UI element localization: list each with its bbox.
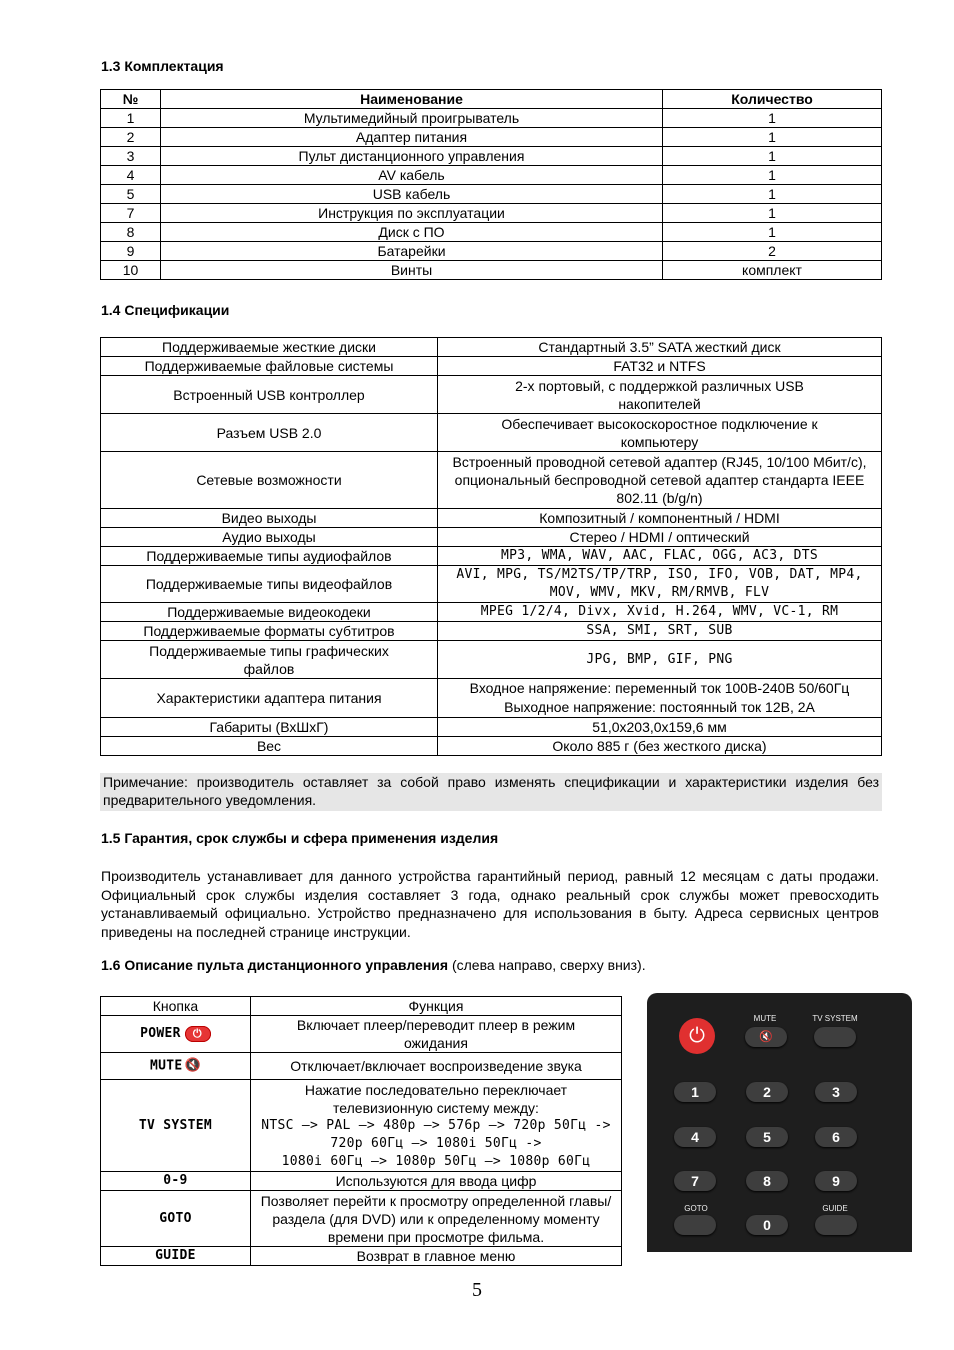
remote-digit: 7 (674, 1171, 716, 1191)
tv-system-line: 720p 60Гц –> 1080i 50Гц -> (330, 1135, 542, 1151)
spec-value: 51,0x203,0x159,6 мм (438, 718, 882, 737)
spec-name: Аудио выходы (101, 528, 438, 547)
table-row (101, 166, 882, 185)
cell: 10 (101, 261, 161, 280)
table-row (101, 223, 882, 242)
remote-digit: 1 (674, 1082, 716, 1102)
remote-digit: 8 (746, 1171, 788, 1191)
cell: Инструкция по эксплуатации (161, 204, 663, 223)
remote-label-guide: GUIDE (822, 1204, 848, 1213)
table-row (101, 679, 882, 718)
table-row (101, 1247, 622, 1266)
remote-digit: 4 (674, 1127, 716, 1147)
kit-table (100, 89, 882, 280)
table-row (101, 338, 882, 357)
spec-name: Вес (101, 737, 438, 756)
remote-digit: 0 (746, 1215, 788, 1235)
cell: 1 (663, 166, 882, 185)
col-header: Наименование (161, 90, 663, 109)
spec-name: Поддерживаемые файловые системы (101, 357, 438, 376)
note: Примечание: производитель оставляет за собой право изменять спецификации и характеристики изделия без предварительного уведомления. (100, 773, 882, 811)
table-header (101, 997, 622, 1016)
spec-value: 2-х портовый, с поддержкой различных USB накопителей (438, 376, 882, 414)
spec-value: Встроенный проводной сетевой адаптер (RJ45, 10/100 Мбит/с), опциональный беспроводной сетевой адаптер стандарта IEEE 802.11 (b/g/n) (438, 452, 882, 509)
cell: Адаптер питания (161, 128, 663, 147)
table-row (101, 509, 882, 528)
table-row (101, 261, 882, 280)
spec-name: Поддерживаемые жесткие диски (101, 338, 438, 357)
cell: 1 (663, 204, 882, 223)
remote-guide-button (815, 1215, 857, 1235)
cell: AV кабель (161, 166, 663, 185)
spec-value: Входное напряжение: переменный ток 100В-240В 50/60Гц Выходное напряжение: постоянный ток 12В, 2А (438, 679, 882, 718)
col-header: Кнопка (101, 997, 251, 1016)
table-row (101, 452, 882, 509)
spec-value: Около 885 г (без жесткого диска) (438, 737, 882, 756)
cell: Батарейки (161, 242, 663, 261)
remote-digit: 2 (746, 1082, 788, 1102)
cell: комплект (663, 261, 882, 280)
cell: 1 (101, 109, 161, 128)
cell: 4 (101, 166, 161, 185)
remote-image (647, 993, 912, 1252)
table-row (101, 357, 882, 376)
table-row (101, 1053, 622, 1080)
button-name: TV SYSTEM (101, 1080, 251, 1172)
section-15-title: 1.5 Гарантия, срок службы и сфера применения изделия (101, 830, 499, 846)
table-row (101, 528, 882, 547)
cell: 8 (101, 223, 161, 242)
table-row (101, 622, 882, 641)
button-function: Позволяет перейти к просмотру определенной главы/раздела (для DVD) или к определенному моменту времени при просмотре фильма. (251, 1191, 622, 1247)
table-row (101, 603, 882, 622)
tv-system-desc: Нажатие последовательно переключает телевизионную систему между: (304, 1081, 568, 1116)
spec-name: Поддерживаемые типы видеофайлов (101, 566, 438, 603)
spec-name: Встроенный USB контроллер (101, 376, 438, 414)
cell: Пульт дистанционного управления (161, 147, 663, 166)
table-header (101, 90, 882, 109)
button-name: GUIDE (101, 1247, 251, 1266)
section-16-title (101, 957, 646, 973)
cell: 5 (101, 185, 161, 204)
spec-value: MPEG 1/2/4, Divx, Xvid, H.264, WMV, VC-1, RM (438, 603, 882, 622)
table-row (101, 1080, 622, 1172)
cell: USB кабель (161, 185, 663, 204)
table-row (101, 128, 882, 147)
spec-value: Обеспечивает высокоскоростное подключение к компьютеру (438, 414, 882, 452)
spec-name: Характеристики адаптера питания (101, 679, 438, 718)
section-14-title: 1.4 Спецификации (101, 302, 230, 318)
cell: 1 (663, 128, 882, 147)
spec-table (100, 337, 882, 756)
button-name (101, 1016, 251, 1053)
button-function: Используются для ввода цифр (251, 1172, 622, 1191)
remote-digit: 3 (815, 1082, 857, 1102)
cell: 9 (101, 242, 161, 261)
table-row (101, 109, 882, 128)
remote-power-icon: ⏻ (679, 1018, 715, 1054)
cell: Диск с ПО (161, 223, 663, 242)
warranty-text: Производитель устанавливает для данного устройства гарантийный период, равный 12 месяцам с даты продажи. Официальный срок службы изделия составляет 3 года, однако реальный срок службы может превосходить устанавливаемый официально. Устройство предназначено для использования в быту. Адреса сервисных центров приведены на последней странице инструкции. (101, 868, 879, 940)
cell: 7 (101, 204, 161, 223)
spec-name: Видео выходы (101, 509, 438, 528)
mute-icon: 🔇 (184, 1057, 201, 1073)
spec-value: AVI, MPG, TS/M2TS/TP/TRP, ISO, IFO, VOB, DAT, MP4, MOV, WMV, MKV, RM/RMVB, FLV (438, 566, 882, 603)
spec-value: Стандартный 3.5” SATA жесткий диск (438, 338, 882, 357)
spec-value: MP3, WMA, WAV, AAC, FLAC, OGG, AC3, DTS (438, 547, 882, 566)
section-16-subtitle: (слева направо, сверху вниз). (448, 957, 646, 973)
spec-value: Стерео / HDMI / оптический (438, 528, 882, 547)
spec-name: Поддерживаемые типы графических файлов (101, 641, 438, 679)
table-row (101, 1172, 622, 1191)
spec-name: Сетевые возможности (101, 452, 438, 509)
cell: 1 (663, 147, 882, 166)
section-16-title-bold: 1.6 Описание пульта дистанционного управления (101, 957, 449, 973)
remote-tv-system-button (814, 1027, 856, 1047)
table-row (101, 718, 882, 737)
table-row (101, 376, 882, 414)
spec-value: Композитный / компонентный / HDMI (438, 509, 882, 528)
button-name: GOTO (101, 1191, 251, 1247)
spec-value: FAT32 и NTFS (438, 357, 882, 376)
table-row (101, 547, 882, 566)
remote-label-tv-system: TV SYSTEM (812, 1014, 858, 1023)
spec-value: JPG, BMP, GIF, PNG (438, 641, 882, 679)
cell: 3 (101, 147, 161, 166)
remote-table (100, 996, 622, 1266)
spec-value: SSA, SMI, SRT, SUB (438, 622, 882, 641)
cell: Мультимедийный проигрыватель (161, 109, 663, 128)
table-row (101, 737, 882, 756)
power-icon (185, 1026, 211, 1042)
page-number: 5 (472, 1279, 482, 1301)
remote-label-mute: MUTE (753, 1014, 777, 1023)
button-label: MUTE (149, 1058, 183, 1074)
table-row (101, 147, 882, 166)
remote-digit: 6 (815, 1127, 857, 1147)
button-name: 0-9 (101, 1172, 251, 1191)
table-row (101, 566, 882, 603)
table-row (101, 641, 882, 679)
tv-system-line: NTSC –> PAL –> 480p –> 576p –> 720p 50Гц -> (261, 1117, 611, 1133)
cell: 2 (101, 128, 161, 147)
spec-name: Разъем USB 2.0 (101, 414, 438, 452)
spec-name: Поддерживаемые форматы субтитров (101, 622, 438, 641)
table-row (101, 1016, 622, 1053)
col-header: № (101, 90, 161, 109)
table-row (101, 414, 882, 452)
remote-mute-icon: 🔇 (745, 1027, 787, 1047)
cell: 1 (663, 223, 882, 242)
spec-name: Габариты (ВхШхГ) (101, 718, 438, 737)
button-name (101, 1053, 251, 1080)
col-header: Количество (663, 90, 882, 109)
section-13-title: 1.3 Комплектация (101, 58, 224, 74)
button-function: Отключает/включает воспроизведение звука (251, 1053, 622, 1080)
table-row (101, 185, 882, 204)
cell: 1 (663, 109, 882, 128)
col-header: Функция (251, 997, 622, 1016)
table-row (101, 1191, 622, 1247)
tv-system-line: 1080i 60Гц –> 1080p 50Гц –> 1080p 60Гц (281, 1153, 591, 1169)
remote-digit: 5 (746, 1127, 788, 1147)
cell: 1 (663, 185, 882, 204)
cell: Винты (161, 261, 663, 280)
button-function: Включает плеер/переводит плеер в режим ожидания (251, 1016, 622, 1053)
spec-name: Поддерживаемые типы аудиофайлов (101, 547, 438, 566)
cell: 2 (663, 242, 882, 261)
table-row (101, 242, 882, 261)
button-label: POWER (140, 1026, 181, 1041)
button-function: Возврат в главное меню (251, 1247, 622, 1266)
remote-label-goto: GOTO (684, 1204, 708, 1213)
spec-name: Поддерживаемые видеокодеки (101, 603, 438, 622)
table-row (101, 204, 882, 223)
button-function (251, 1080, 622, 1172)
remote-goto-button (674, 1215, 716, 1235)
remote-digit: 9 (815, 1171, 857, 1191)
